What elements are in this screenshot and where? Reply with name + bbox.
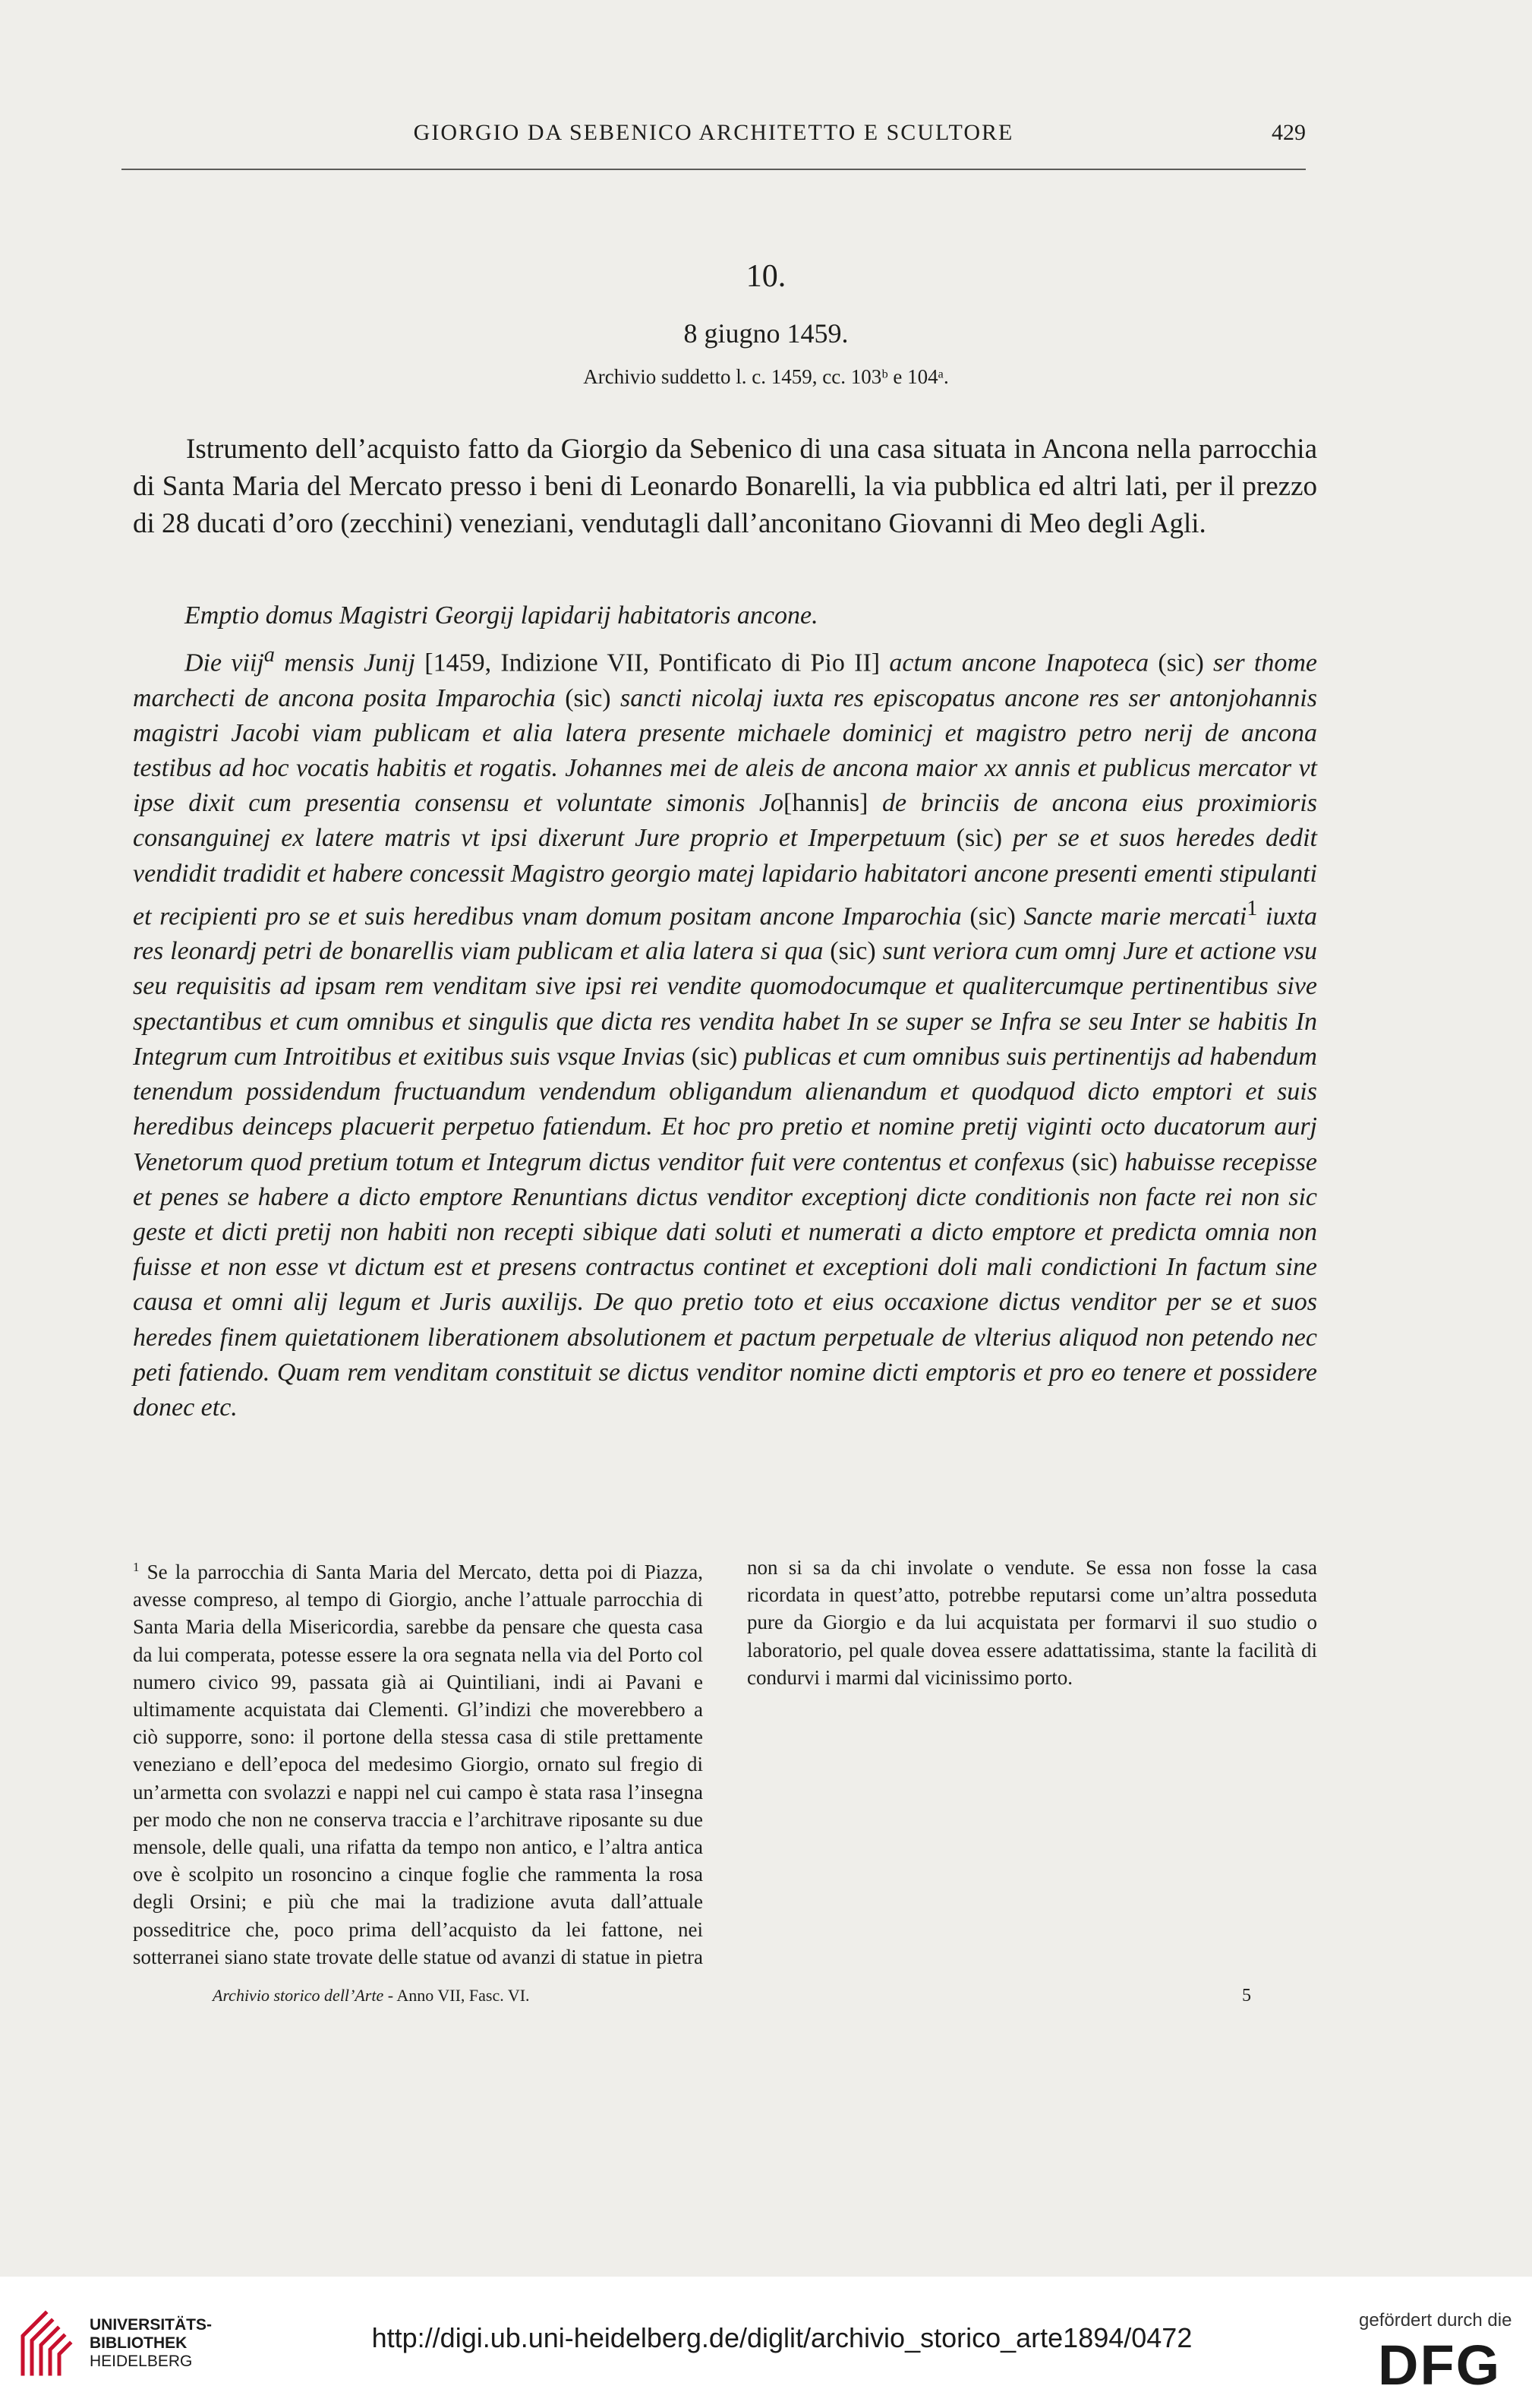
sic-note: (sic) [565,683,611,712]
latin-text: Sancte marie mercati [1015,902,1247,931]
document-number: 10. [746,259,786,294]
footnote-reference: 1 [1247,896,1258,920]
latin-text: Die viij [184,649,264,677]
permalink-url[interactable]: http://digi.ub.uni-heidelberg.de/diglit/archivio_storico_arte1894/0472 [371,2322,1193,2353]
dfg-logo-text: DFG [1378,2337,1502,2391]
running-title: GIORGIO DA SEBENICO ARCHITETTO E SCULTORE [413,120,1014,145]
sic-note: (sic) [691,1042,738,1071]
latin-text: mensis Junij [274,649,425,677]
latin-text: sancti nicolaj iuxta res episcopatus ancone res ser antonjohannis magistri Jacobi viam publicam et alia latera presente michaele dominicj et magistro petro nerij de ancona testibus ad hoc vocatis habitis et rogatis. Johannes mei de aleis de ancona maior xx annis et publicus mercator vt ipse dixit cum presentia consensu et voluntate simonis Jo [133,683,1317,818]
digitization-footer [0,2277,1532,2408]
latin-text: actum ancone Inapoteca [880,649,1158,677]
printer-signature: 5 [1242,1986,1251,2006]
editorial-note: [1459, Indizione VII, Pontificato di Pio II] [424,649,881,677]
archive-reference: Archivio suddetto l. c. 1459, cc. 103ᵇ e 104ᵃ. [583,365,949,388]
running-head [121,120,1306,150]
dfg-logo-icon [1378,2337,1508,2391]
latin-text: habuisse recepisse et penes se habere a dicto emptore Renuntians dictus venditor exceptionj dicte conditionis non facte rei non sic geste et dicti pretij non habiti non recepti sibique dati soluti et numerati a dicto emptore et predicta omnia non fuisse et non esse vt dictum est et presens contractus continet et exceptioni doli mali condictioni In factum sine causa et omni alij legum et Juris auxilijs. De quo pretio toto et eius occaxione dictus venditor per se et suos heredes finem quietationem liberationem absolutionem et pactum perpetuale de vlterius aliquod non petendo nec peti fatiendo. Quam rem venditam constituit se dictus venditor nomine dicti emptoris et pro eo tenere et possidere donec etc. [133,1147,1317,1422]
page-number: 429 [1272,120,1306,145]
journal-issue: - Anno VII, Fasc. VI. [383,1986,530,2005]
footnote-marker: 1 [133,1560,140,1574]
latin-text: sunt veriora cum omnj Jure et actione vsu seu requisitis ad ipsam rem venditam sive ipsi rei vendite quomodocumque et qualitercumque pertinentibus sive spectantibus et cum omnibus et singulis que dicta res vendita habet In se super se Infra se seu Inter se habitis In Integrum cum Introitibus et exitibus suis vsque Invias [133,937,1317,1071]
sic-note: (sic) [1071,1147,1118,1176]
funded-by-label: gefördert durch die [1359,2310,1512,2331]
library-name-line: UNIVERSITÄTS- [90,2316,213,2334]
latin-text: publicas et cum omnibus suis pertinentijs ad habendum tenendum possidendum fructuandum vendendum obligandum alienandum et quodquod dicto emptori et suis heredibus deinceps placuerit perpetuo fatiendum. Et hoc pro pretio et nomine pretij viginti octo ducatorum aurj Venetorum quod pretium totum et Integrum dictus venditor fuit vere contentus et confexus [133,1042,1317,1176]
document-summary: Istrumento dell’acquisto fatto da Giorgio da Sebenico di una casa situata in Ancona nella parrocchia di Santa Maria del Mercato presso i beni di Leonardo Bonarelli, la via pubblica ed altri lati, per il prezzo di 28 ducati d’oro (zecchini) veneziani, vendutagli dall’anconitano Giovanni di Meo degli Agli. [133,434,1317,539]
latin-text: per se et suos heredes dedit vendidit tradidit et habere concessit Magistro georgio matej lapidario habitatori ancone presenti ementi stipulanti et recipienti pro se et suis heredibus vnam domum positam ancone Imparochia [133,824,1317,931]
document-date: 8 giugno 1459. [683,318,849,349]
sic-note: (sic) [969,902,1016,931]
library-name-line: BIBLIOTHEK [90,2334,188,2352]
library-name [90,2316,212,2371]
sic-note: (sic) [830,937,876,966]
sic-note: (sic) [956,824,1003,853]
library-name-line: HEIDELBERG [90,2353,193,2370]
footnote-text: Se la parrocchia di Santa Maria del Mercato, detta poi di Piazza, avesse compreso, al tempo di Giorgio, anche l’attuale parrocchia di Santa Maria della Misericordia, sarebbe da pensare che questa casa da lui comperata, potesse essere la ora segnata nella via del Porto col numero civico 99, passata già ai Quintiliani, indi ai Pavani e ultimamente acquistata dai Clementi. Gl’indizi che moverebbero a ciò supporre, sono: il portone della stessa casa di stile prettamente veneziano e dell’epoca del medesimo Giorgio, ornato sul fregio di un’armetta con svolazzi e nappi nel cui campo è stata rasa l’insegna per modo che non ne conserva traccia e l’architrave riposante su due mensole, delle quali, una rifatta da tempo non antico, e l’altra antica ove è scolpito un rosoncino a cinque foglie che rammenta la rosa degli Orsini; e più che mai la tradizione avuta dall’attuale posseditrice che, poco prima dell’acquisto da lei fattone, nei sotterranei siano state trovate delle statue od avanzi di statue in pietra non si sa da chi involate o vendute. Se essa non fosse la casa ricordata in quest’atto, potrebbe reputarsi come un’altra posseduta pure da Giorgio e da lui acquistata per formarvi il suo studio o laboratorio, pel quale dovea essere adattatissima, stante la facilità di condurvi i marmi dal vicinissimo porto. [133,1556,1317,1968]
latin-text: de brinciis de ancona eius proximioris consanguinej ex latere matris vt ipsi dixerunt Jure proprio et Imperpetuum [133,789,1317,853]
latin-text: iuxta res leonardj petri de bonarellis viam publicam et alia latera si qua [133,902,1317,966]
superscript-a: a [263,643,275,667]
university-library-logo-icon [15,2305,84,2381]
journal-imprint [213,1986,530,2006]
latin-transcription [133,638,1317,1425]
sic-note: (sic) [1158,649,1204,677]
latin-text: ser thome marchecti de ancona posita Imparochia [133,649,1317,712]
header-rule [121,169,1306,170]
editorial-bracket: [hannis] [783,789,868,818]
latin-title: Emptio domus Magistri Georgij lapidarij habitatoris ancone. [184,601,818,630]
journal-name: Archivio storico dell’Arte [213,1986,384,2005]
footnote [133,1554,1317,1979]
